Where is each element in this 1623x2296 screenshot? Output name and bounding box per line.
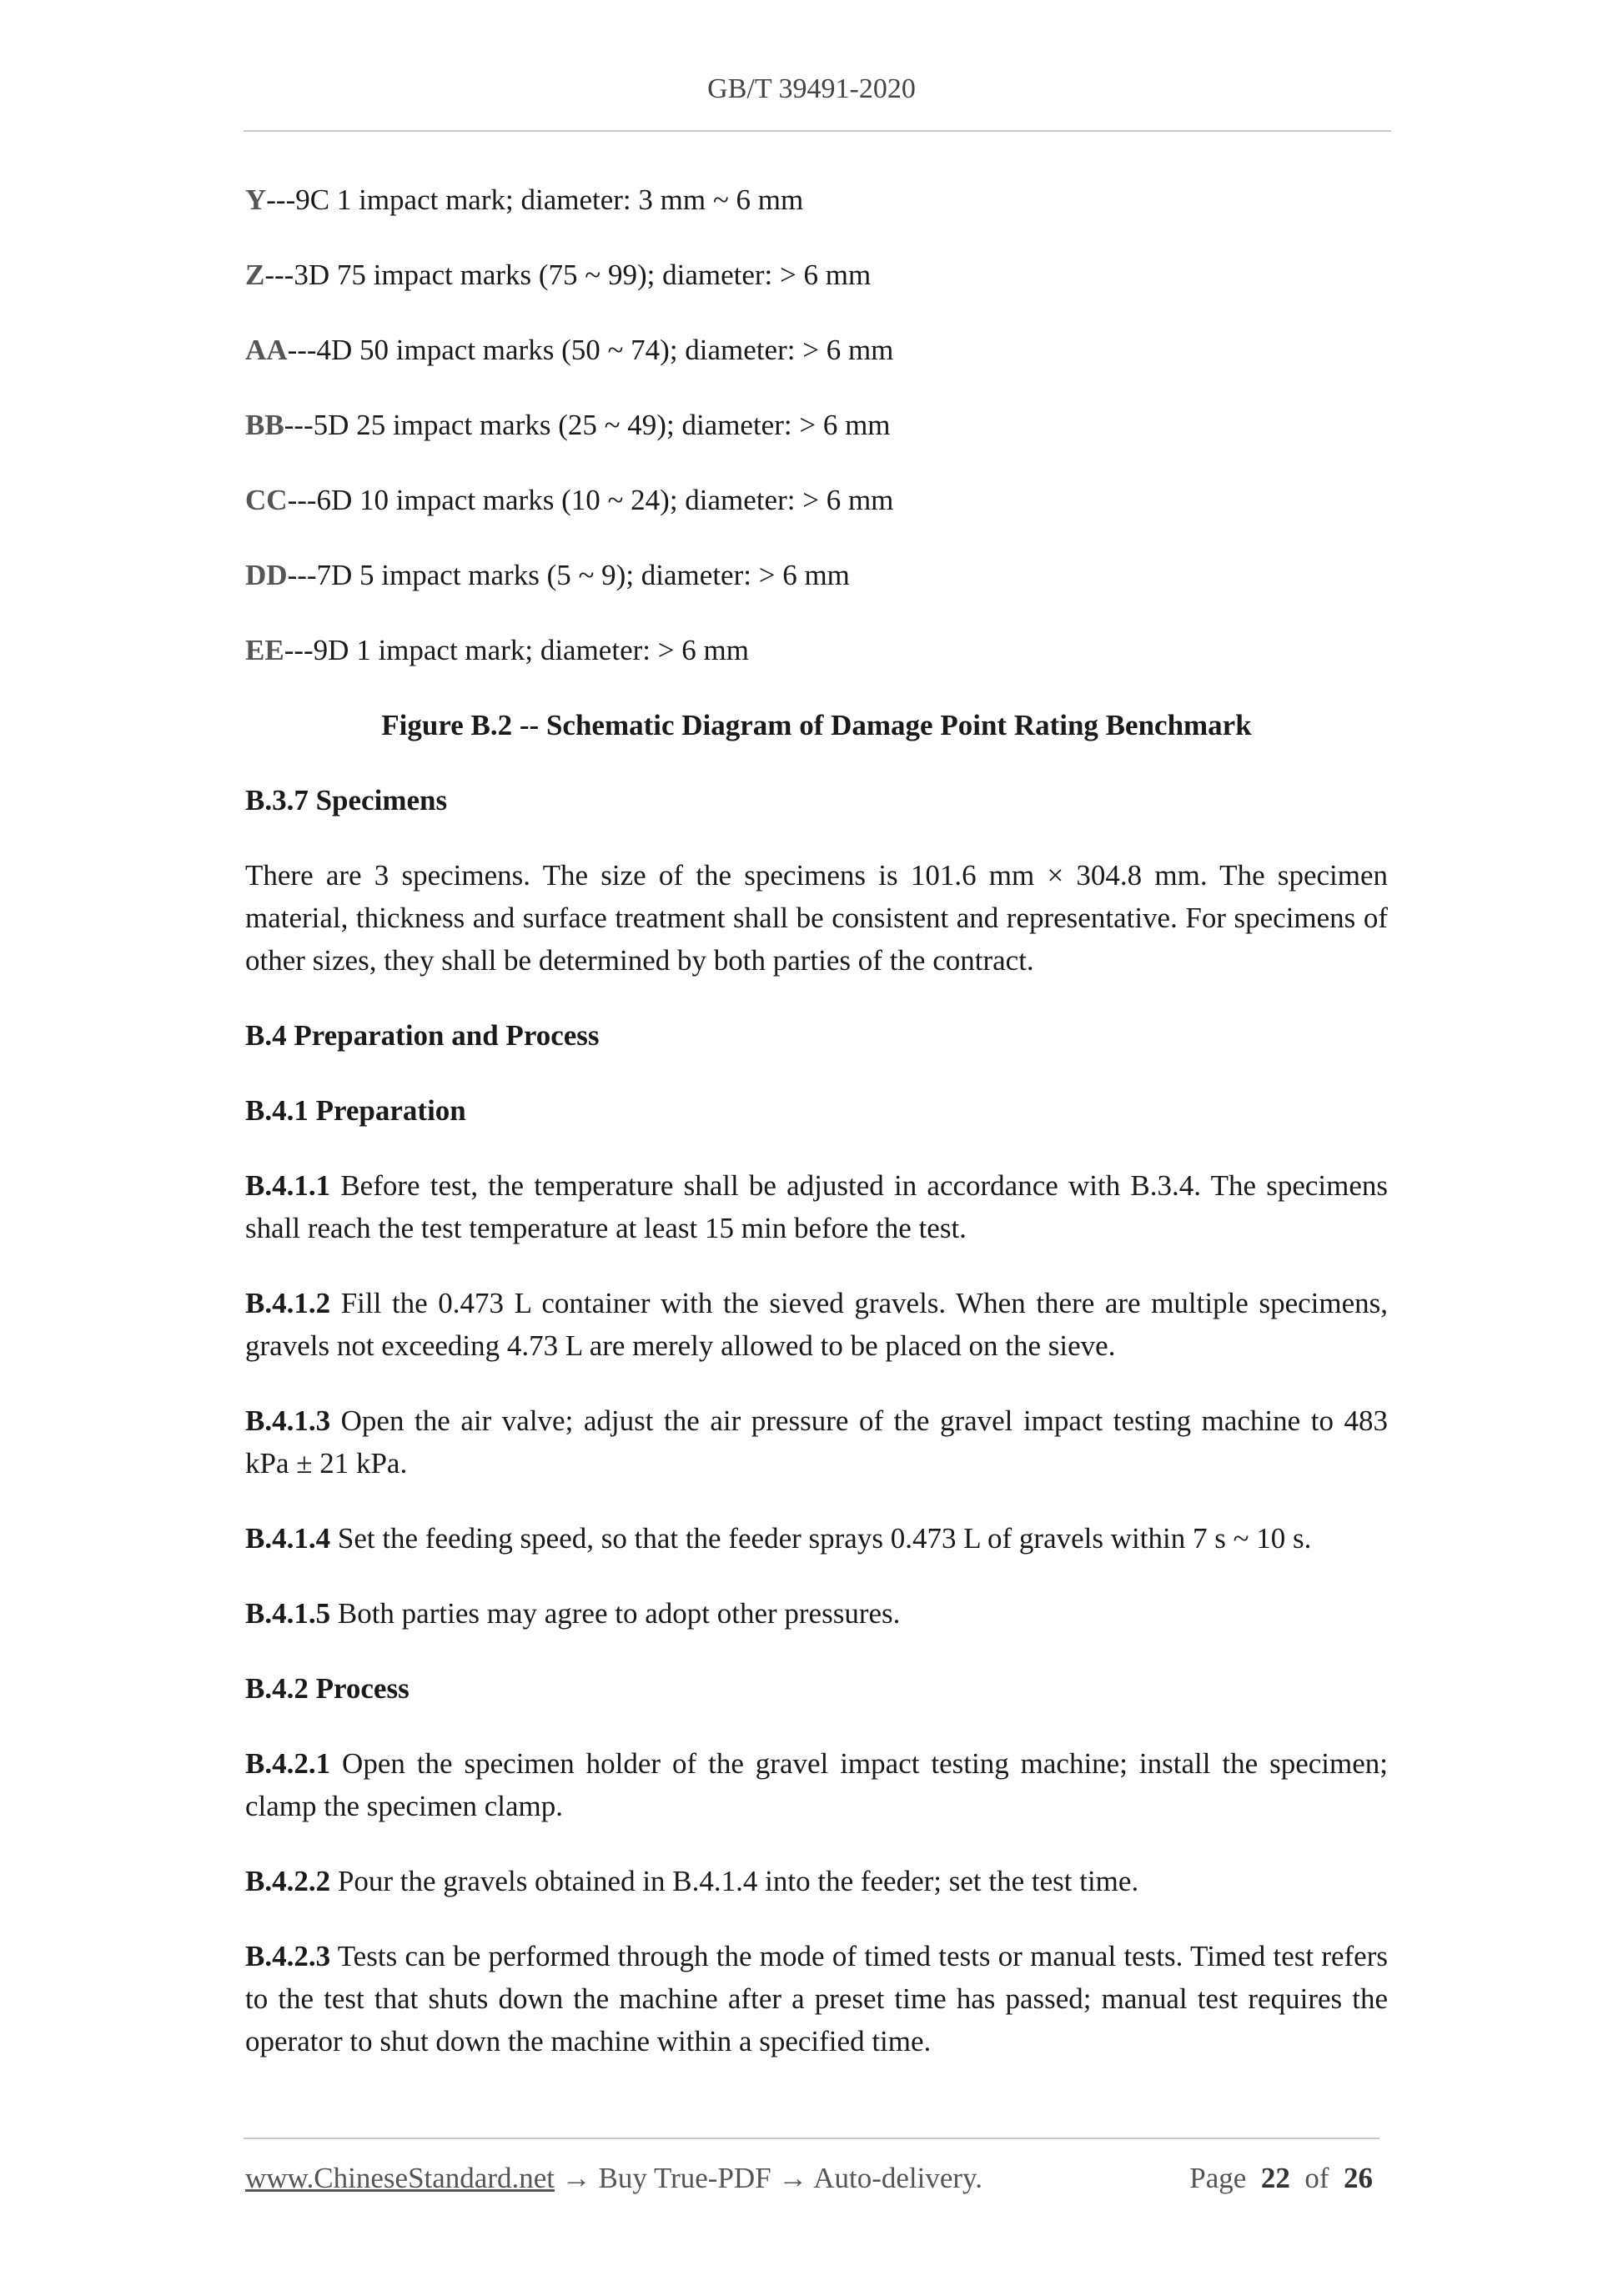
legend-text: ---9D 1 impact mark; diameter: > 6 mm [284,634,749,666]
legend-text: ---3D 75 impact marks (75 ~ 99); diameter: > 6 mm [264,259,872,291]
page-footer [245,2162,1373,2203]
clause-id: B.4.2.2 [245,1865,331,1897]
clause-text: Both parties may agree to adopt other pressures. [330,1597,901,1630]
footer-promo-text: → Buy True-PDF → Auto-delivery. [555,2162,983,2194]
website-link[interactable]: www.ChineseStandard.net [245,2162,555,2194]
footer-promo [245,2162,982,2195]
legend-key: BB [245,409,284,441]
section-heading-b42: B.4.2 Process [245,1672,410,1705]
paragraph-b37: There are 3 specimens. The size of the specimens is 101.6 mm × 304.8 mm. The specimen material, thickness and surface treatment shall be consistent and representative. For specimens of other sizes, they shall be determined by both parties of the contract. [245,859,1388,977]
clause-b412 [245,1282,1388,1367]
of-word: of [1304,2162,1329,2194]
clause-id: B.4.2.1 [245,1747,331,1780]
legend-item-aa [245,329,1388,371]
legend-text: ---9C 1 impact mark; diameter: 3 mm ~ 6 mm [266,183,804,216]
clause-text: Fill the 0.473 L container with the sieved gravels. When there are multiple specimens, gravels not exceeding 4.73 L are merely allowed to be placed on the sieve. [245,1287,1388,1362]
clause-text: Tests can be performed through the mode of timed tests or manual tests. Timed test refers to the test that shuts down the machine after a preset time has passed; manual test requires the operator to shut down the machine within a specified time. [245,1940,1388,2057]
legend-text: ---7D 5 impact marks (5 ~ 9); diameter: > 6 mm [287,559,850,591]
section-heading-b37: B.3.7 Specimens [245,784,448,816]
clause-text: Open the air valve; adjust the air pressure of the gravel impact testing machine to 483 kPa ± 21 kPa. [245,1404,1388,1480]
current-page: 22 [1260,2162,1290,2194]
clause-id: B.4.1.1 [245,1169,331,1202]
clause-id: B.4.1.4 [245,1522,331,1555]
legend-key: EE [245,634,284,666]
clause-b421 [245,1742,1388,1827]
clause-text: Set the feeding speed, so that the feeder sprays 0.473 L of gravels within 7 s ~ 10 s. [330,1522,1312,1555]
clause-b423 [245,1935,1388,2062]
legend-item-z [245,254,1388,296]
clause-id: B.4.1.5 [245,1597,331,1630]
legend-text: ---5D 25 impact marks (25 ~ 49); diameter: > 6 mm [284,409,891,441]
legend-item-y [245,178,1388,221]
legend-text: ---6D 10 impact marks (10 ~ 24); diameter: > 6 mm [287,484,894,516]
legend-item-bb [245,404,1388,446]
legend-key: CC [245,484,288,516]
figure-caption: Figure B.2 -- Schematic Diagram of Damage Point Rating Benchmark [381,709,1252,741]
clause-b415 [245,1592,1388,1635]
clause-b414 [245,1517,1388,1560]
clause-b411 [245,1164,1388,1249]
footer-divider [244,2138,1379,2139]
clause-text: Pour the gravels obtained in B.4.1.4 into the feeder; set the test time. [330,1865,1139,1897]
legend-key: AA [245,334,288,366]
clause-b422 [245,1860,1388,1902]
legend-key: Z [245,259,265,291]
page-number [1189,2162,1373,2195]
legend-text: ---4D 50 impact marks (50 ~ 74); diameter: > 6 mm [287,334,894,366]
legend-item-ee [245,629,1388,671]
legend-key: Y [245,183,267,216]
clause-id: B.4.1.3 [245,1404,331,1437]
total-pages: 26 [1344,2162,1373,2194]
clause-id: B.4.1.2 [245,1287,331,1319]
legend-key: DD [245,559,288,591]
page-header-doc-id: GB/T 39491-2020 [707,73,916,104]
section-heading-b41: B.4.1 Preparation [245,1094,466,1127]
clause-text: Before test, the temperature shall be adjusted in accordance with B.3.4. The specimens shall reach the test temperature at least 15 min before the test. [245,1169,1388,1244]
legend-item-dd [245,554,1388,596]
legend-item-cc [245,479,1388,521]
document-body [245,178,1388,2095]
clause-b413 [245,1399,1388,1485]
clause-text: Open the specimen holder of the gravel impact testing machine; install the specimen; clamp the specimen clamp. [245,1747,1388,1822]
header-divider [244,130,1391,132]
section-heading-b4: B.4 Preparation and Process [245,1019,600,1052]
page-word: Page [1189,2162,1247,2194]
clause-id: B.4.2.3 [245,1940,331,1972]
